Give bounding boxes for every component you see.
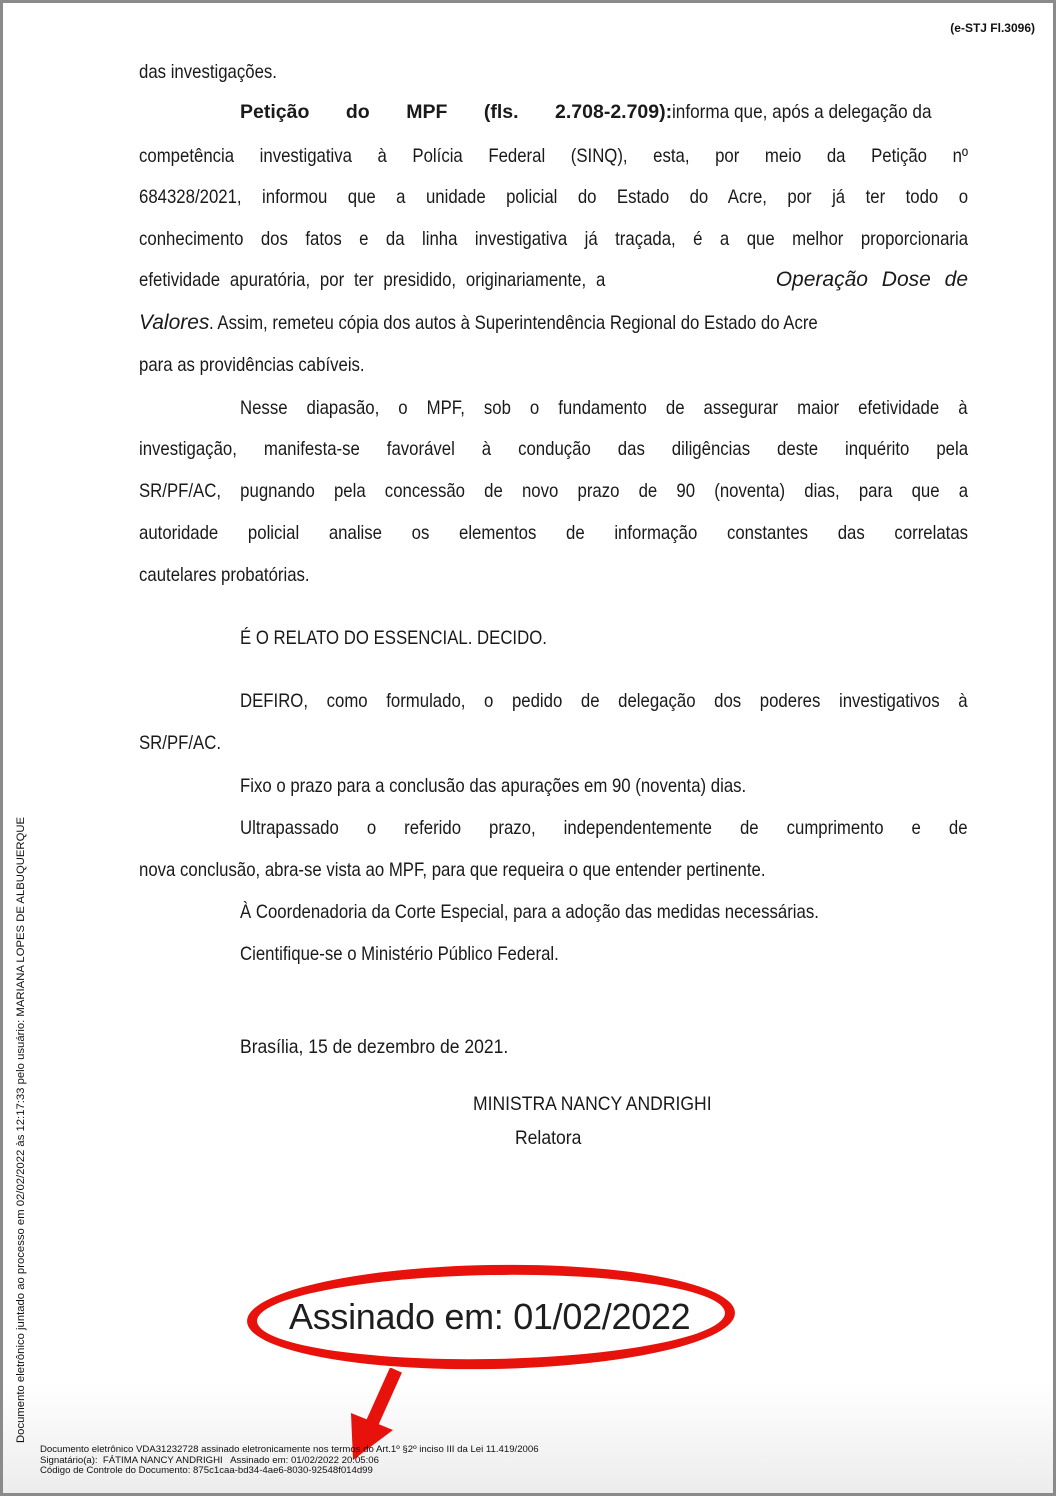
body-line: À Coordenadoria da Corte Especial, para a adoção das medidas necessárias. xyxy=(240,901,819,923)
footer-line-1: Documento eletrônico VDA31232728 assinado eletronicamente nos termos do Art.1º §2º inciso III da Lei 11.419/2006 xyxy=(40,1444,539,1455)
body-line: SR/PF/AC. xyxy=(139,732,222,754)
footer-band xyxy=(3,1383,1053,1493)
signer-name: MINISTRA NANCY ANDRIGHI xyxy=(473,1093,712,1115)
body-line: 684328/2021, informou que a unidade policial do Estado do Acre, por já ter todo o xyxy=(139,186,969,208)
body-line xyxy=(139,268,968,292)
body-line: das investigações. xyxy=(139,61,277,83)
body-line: autoridade policial analise os elementos de informação constantes das correlatas xyxy=(139,522,969,544)
red-ellipse-annotation xyxy=(246,1261,736,1374)
place-date: Brasília, 15 de dezembro de 2021. xyxy=(240,1036,509,1058)
petition-paragraph-line xyxy=(240,100,967,124)
body-line: Ultrapassado o referido prazo, independentemente de cumprimento e de xyxy=(240,817,968,839)
signature-footer xyxy=(40,1445,539,1477)
body-line: conhecimento dos fatos e da linha investigativa já traçada, é a que melhor proporcionaria xyxy=(139,228,969,250)
operation-name: Operação Dose de xyxy=(775,268,968,291)
petition-heading: Petição do MPF (fls. 2.708-2.709): xyxy=(240,101,673,123)
highlighted-signature-date: Assinado em: 01/02/2022 xyxy=(289,1296,691,1337)
body-line: Cientifique-se o Ministério Público Federal. xyxy=(240,943,559,965)
footer-line-3: Código de Controle do Documento: 875c1caa-bd34-4ae6-8030-92548f014d99 xyxy=(40,1465,373,1476)
body-line: para as providências cabíveis. xyxy=(139,354,365,376)
body-line: cautelares probatórias. xyxy=(139,564,310,586)
signer-role: Relatora xyxy=(515,1127,582,1149)
operation-name: Valores xyxy=(139,311,210,334)
side-stamp: Documento eletrônico juntado ao processo em 02/02/2022 às 12:17:33 pelo usuário: MARIANA LOPES DE ALBUQUERQUE xyxy=(15,816,27,1443)
body-text: informa que, após a delegação da xyxy=(672,101,932,123)
page-number: (e-STJ Fl.3096) xyxy=(950,21,1035,35)
body-line: Nesse diapasão, o MPF, sob o fundamento de assegurar maior efetividade à xyxy=(240,397,968,419)
body-text: efetividade apuratória, por ter presidido, originariamente, a xyxy=(139,269,606,291)
body-line: competência investigativa à Polícia Federal (SINQ), esta, por meio da Petição nº xyxy=(139,145,969,167)
body-line: Fixo o prazo para a conclusão das apurações em 90 (noventa) dias. xyxy=(240,775,747,797)
body-line: nova conclusão, abra-se vista ao MPF, para que requeira o que entender pertinente. xyxy=(139,859,766,881)
body-text: . Assim, remeteu cópia dos autos à Superintendência Regional do Estado do Acre xyxy=(209,312,819,334)
body-line: investigação, manifesta-se favorável à condução das diligências deste inquérito pela xyxy=(139,438,969,460)
body-line xyxy=(139,311,968,335)
decision-heading: É O RELATO DO ESSENCIAL. DECIDO. xyxy=(240,627,547,649)
footer-line-2: Signatário(a): FÁTIMA NANCY ANDRIGHI Assinado em: 01/02/2022 20:05:06 xyxy=(40,1454,379,1466)
body-line: SR/PF/AC, pugnando pela concessão de novo prazo de 90 (noventa) dias, para que a xyxy=(139,480,969,502)
document-page xyxy=(3,3,1053,1493)
body-line: DEFIRO, como formulado, o pedido de delegação dos poderes investigativos à xyxy=(240,690,968,712)
